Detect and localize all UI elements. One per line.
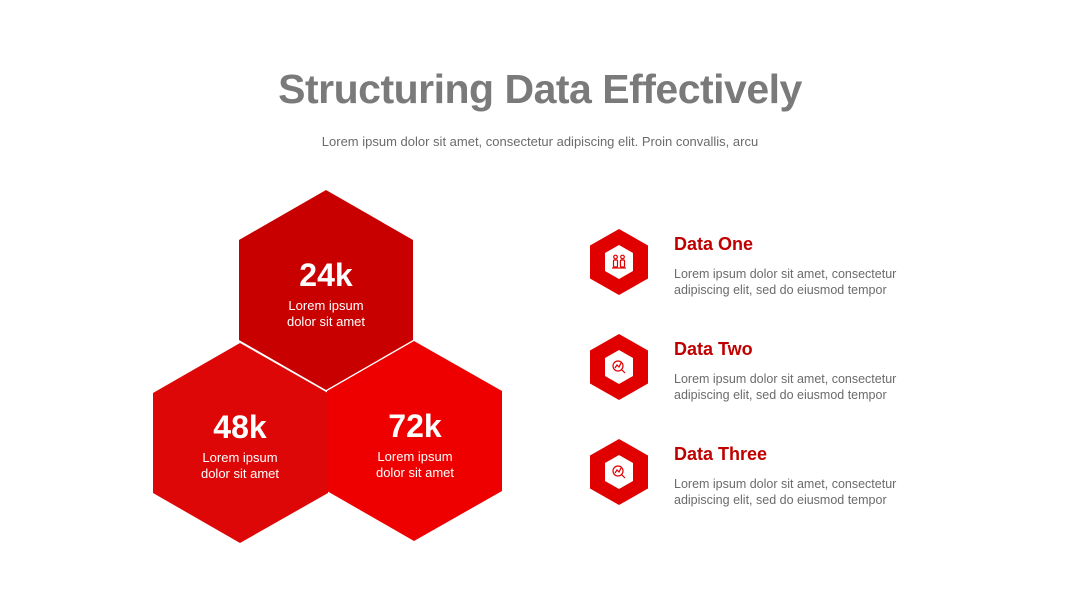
- item-one-line2: adipiscing elit, sed do eiusmod tempor: [674, 283, 887, 297]
- hexagon-top-line1: Lorem ipsum: [288, 298, 364, 313]
- page-subtitle: Lorem ipsum dolor sit amet, consectetur adipiscing elit. Proin convallis, arcu: [321, 134, 759, 149]
- hexagon-top-value: 24k: [299, 257, 353, 293]
- hexagon-left-content: [160, 408, 320, 482]
- page-title: Structuring Data Effectively: [278, 66, 802, 112]
- hexagon-right-content: [335, 407, 495, 481]
- item-one-line1: Lorem ipsum dolor sit amet, consectetur: [674, 267, 897, 281]
- item-three-description: [674, 476, 934, 508]
- item-three-line2: adipiscing elit, sed do eiusmod tempor: [674, 493, 887, 507]
- hexagon-right-value: 72k: [388, 408, 442, 444]
- hexagon-right-line2: dolor sit amet: [375, 465, 455, 480]
- item-one-title: Data One: [674, 234, 754, 254]
- item-two-line2: adipiscing elit, sed do eiusmod tempor: [674, 388, 887, 402]
- item-two-line1: Lorem ipsum dolor sit amet, consectetur: [674, 372, 897, 386]
- hexagon-top-content: [246, 256, 406, 330]
- item-two-description: [674, 371, 934, 403]
- hexagon-right-line1: Lorem ipsum: [377, 449, 453, 464]
- hexagon-left-line2: dolor sit amet: [200, 466, 280, 481]
- item-three-title: Data Three: [674, 444, 768, 464]
- item-two-title: Data Two: [674, 339, 753, 359]
- hexagon-top-line2: dolor sit amet: [286, 314, 366, 329]
- item-three-line1: Lorem ipsum dolor sit amet, consectetur: [674, 477, 897, 491]
- item-one-description: [674, 266, 934, 298]
- hexagon-left-line1: Lorem ipsum: [202, 450, 278, 465]
- hexagon-left-value: 48k: [213, 409, 267, 445]
